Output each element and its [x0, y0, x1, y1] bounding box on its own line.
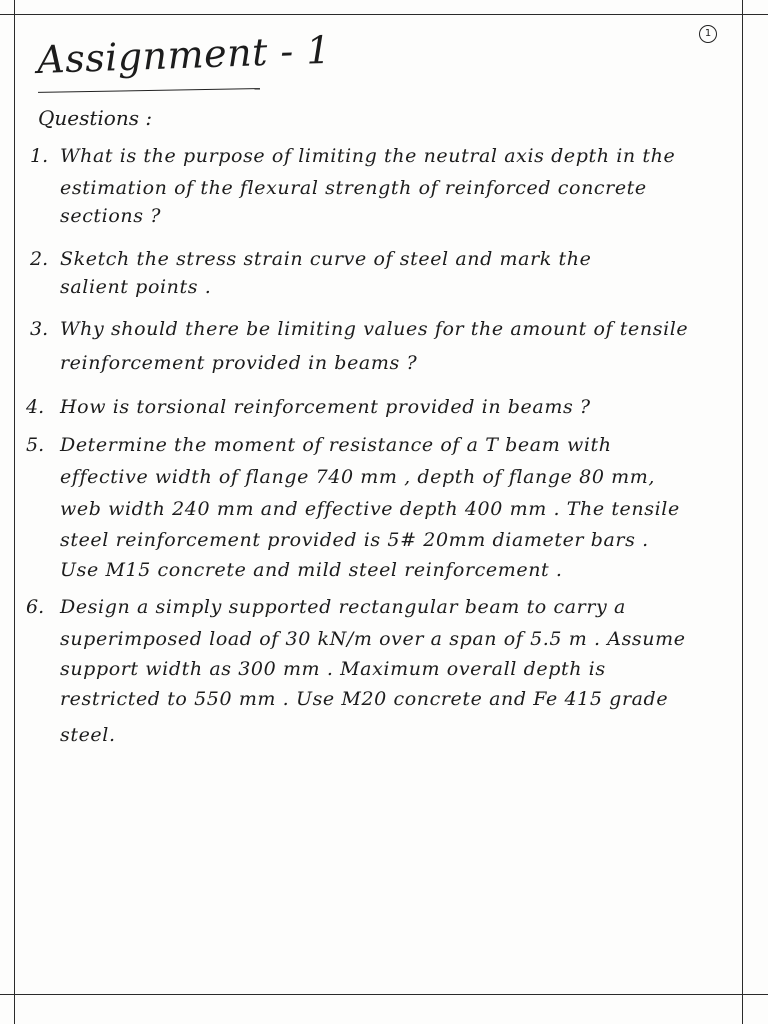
question-line: effective width of flange 740 mm , depth of flange 80 mm,	[60, 466, 656, 488]
right-margin-line	[742, 0, 743, 1024]
question-line: estimation of the flexural strength of reinforced concrete	[60, 177, 647, 199]
question-number: 3.	[30, 318, 49, 340]
question-number: 5.	[26, 434, 45, 456]
title-underline	[38, 88, 260, 93]
question-line: Design a simply supported rectangular beam to carry a	[60, 596, 626, 618]
questions-heading: Questions :	[38, 106, 153, 130]
top-rule-line	[0, 14, 768, 15]
bottom-rule-line	[0, 994, 768, 995]
question-line: reinforcement provided in beams ?	[60, 352, 418, 374]
question-line: sections ?	[60, 205, 161, 227]
question-number: 4.	[26, 396, 45, 418]
question-number: 6.	[26, 596, 45, 618]
question-line: Sketch the stress strain curve of steel and mark the	[60, 248, 592, 270]
question-number: 2.	[30, 248, 49, 270]
question-line: steel reinforcement provided is 5# 20mm diameter bars .	[60, 529, 649, 551]
assignment-title: Assignment - 1	[36, 27, 332, 82]
question-line: What is the purpose of limiting the neutral axis depth in the	[60, 145, 676, 167]
question-line: steel.	[60, 724, 116, 746]
question-number: 1.	[30, 145, 49, 167]
question-line: salient points .	[60, 276, 212, 298]
question-line: Why should there be limiting values for the amount of tensile	[60, 318, 689, 340]
page-number: 1	[699, 25, 717, 43]
question-line: restricted to 550 mm . Use M20 concrete and Fe 415 grade	[60, 688, 669, 710]
question-line: How is torsional reinforcement provided in beams ?	[60, 396, 591, 418]
question-line: superimposed load of 30 kN/m over a span of 5.5 m . Assume	[60, 628, 686, 650]
question-line: Determine the moment of resistance of a T beam with	[60, 434, 612, 456]
left-margin-line	[14, 0, 15, 1024]
question-line: Use M15 concrete and mild steel reinforcement .	[60, 559, 563, 581]
question-line: web width 240 mm and effective depth 400 mm . The tensile	[60, 498, 680, 520]
question-line: support width as 300 mm . Maximum overall depth is	[60, 658, 606, 680]
